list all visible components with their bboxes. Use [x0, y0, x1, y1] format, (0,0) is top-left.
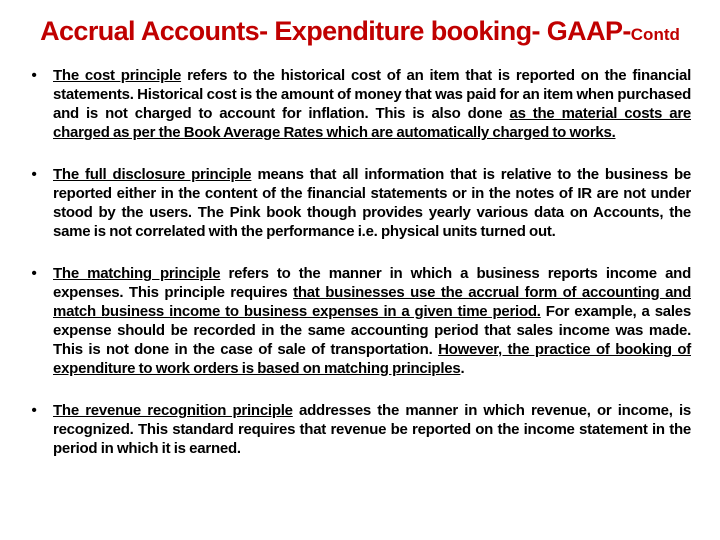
bullet-marker: • — [31, 402, 37, 419]
bullet-full-disclosure-principle — [28, 165, 691, 241]
bullet-list — [28, 66, 691, 458]
revenue-recognition-term: The revenue recognition principle — [53, 402, 293, 419]
bullet-matching-principle — [28, 264, 691, 378]
matching-principle-emphasis: that businesses use the accrual form of accounting and match business income to business expenses in a given time period. — [53, 284, 691, 320]
matching-principle-example: For example, a sales expense should be recorded in the same accounting period that sales income was made. This is not done in the case of sale of transportation. — [53, 303, 691, 358]
slide-title-suffix: Contd — [630, 25, 680, 44]
slide-title-main: Accrual Accounts- Expenditure booking- GAAP- — [40, 16, 631, 46]
cost-principle-text: refers to the historical cost of an item that is reported on the financial statements. Historical cost is the amount of money that was paid for an item when purchased and is not charged to account for inflation. This is also done — [53, 67, 691, 122]
bullet-marker: • — [31, 166, 37, 183]
matching-principle-term: The matching principle — [53, 265, 221, 282]
matching-principle-period: . — [460, 360, 465, 377]
full-disclosure-text: means that all information that is relative to the business be reported either in the content of the financial statements or in the notes of IR are not under stood by the users. The Pink book though provides yearly various data on Accounts, the same is not correlated with the performance i.e. physical units turned out. — [53, 166, 691, 240]
slide-title — [0, 16, 720, 47]
bullet-marker: • — [31, 265, 37, 282]
matching-principle-text: refers to the manner in which a business reports income and expenses. This principle requires — [53, 265, 691, 301]
bullet-marker: • — [31, 67, 37, 84]
full-disclosure-term: The full disclosure principle — [53, 166, 252, 183]
bullet-cost-principle — [28, 66, 691, 142]
cost-principle-term: The cost principle — [53, 67, 182, 84]
matching-principle-conclusion: However, the practice of booking of expenditure to work orders is based on matching principles — [53, 341, 691, 377]
revenue-recognition-text: addresses the manner in which revenue, or income, is recognized. This standard requires that revenue be reported on the income statement in the period in which it is earned. — [53, 402, 691, 457]
cost-principle-emphasis: as the material costs are charged as per the Book Average Rates which are automatically charged to works. — [53, 105, 692, 141]
bullet-revenue-recognition-principle — [28, 401, 691, 458]
